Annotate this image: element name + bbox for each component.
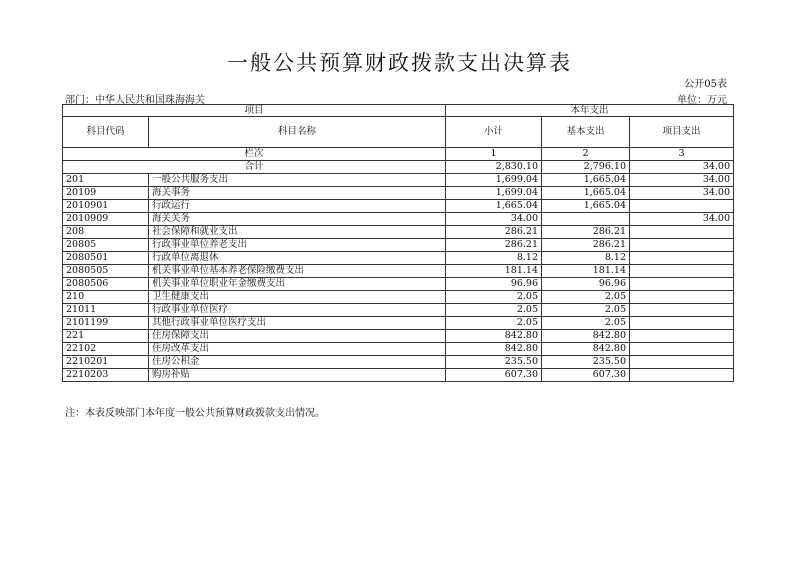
header-subtotal: 小计 xyxy=(446,117,542,148)
cell-subtotal: 286.21 xyxy=(446,226,542,239)
cell-project xyxy=(630,343,734,356)
cell-name: 海关事务 xyxy=(149,187,446,200)
cell-subtotal: 2.05 xyxy=(446,304,542,317)
cell-basic: 235.50 xyxy=(542,356,630,369)
cell-subtotal: 842.80 xyxy=(446,343,542,356)
department-label: 部门：中华人民共和国珠海海关 xyxy=(65,95,205,106)
table-row xyxy=(63,330,734,343)
cell-basic: 286.21 xyxy=(542,239,630,252)
cell-subtotal: 1,699.04 xyxy=(446,187,542,200)
table-row xyxy=(63,278,734,291)
cell-project xyxy=(630,265,734,278)
table-row xyxy=(63,200,734,213)
cell-project xyxy=(630,356,734,369)
cell-code: 201 xyxy=(63,174,149,187)
cell-code: 2210201 xyxy=(63,356,149,369)
cell-name: 行政单位离退休 xyxy=(149,252,446,265)
table-row xyxy=(63,265,734,278)
header-code: 科目代码 xyxy=(63,117,149,148)
cell-code: 2101199 xyxy=(63,317,149,330)
table-row xyxy=(63,187,734,200)
cell-basic: 842.80 xyxy=(542,343,630,356)
index-col-3: 3 xyxy=(630,148,734,161)
cell-name: 机关事业单位职业年金缴费支出 xyxy=(149,278,446,291)
cell-basic: 286.21 xyxy=(542,226,630,239)
cell-basic: 2.05 xyxy=(542,304,630,317)
cell-project: 34.00 xyxy=(630,174,734,187)
cell-name: 住房保障支出 xyxy=(149,330,446,343)
table-row xyxy=(63,174,734,187)
cell-subtotal: 842.80 xyxy=(446,330,542,343)
table-row xyxy=(63,252,734,265)
report-title: 一般公共预算财政拨款支出决算表 xyxy=(227,51,572,75)
cell-name: 住房公积金 xyxy=(149,356,446,369)
table-row xyxy=(63,343,734,356)
cell-basic: 181.14 xyxy=(542,265,630,278)
cell-subtotal: 34.00 xyxy=(446,213,542,226)
cell-name: 行政事业单位医疗 xyxy=(149,304,446,317)
cell-code: 2010901 xyxy=(63,200,149,213)
cell-subtotal: 235.50 xyxy=(446,356,542,369)
table-row xyxy=(63,356,734,369)
cell-project xyxy=(630,252,734,265)
cell-code: 210 xyxy=(63,291,149,304)
cell-project: 34.00 xyxy=(630,187,734,200)
cell-project xyxy=(630,330,734,343)
cell-project xyxy=(630,304,734,317)
cell-code: 208 xyxy=(63,226,149,239)
index-label: 栏次 xyxy=(63,148,446,161)
cell-basic: 2.05 xyxy=(542,291,630,304)
cell-code: 2080506 xyxy=(63,278,149,291)
cell-subtotal: 96.96 xyxy=(446,278,542,291)
cell-name: 海关关务 xyxy=(149,213,446,226)
total-row xyxy=(63,161,734,174)
cell-subtotal: 2.05 xyxy=(446,317,542,330)
cell-basic: 1,665.04 xyxy=(542,200,630,213)
cell-name: 一般公共服务支出 xyxy=(149,174,446,187)
cell-name: 卫生健康支出 xyxy=(149,291,446,304)
cell-name: 住房改革支出 xyxy=(149,343,446,356)
cell-project: 34.00 xyxy=(630,213,734,226)
header-column-row xyxy=(63,117,734,148)
total-subtotal: 2,830.10 xyxy=(446,161,542,174)
cell-basic: 96.96 xyxy=(542,278,630,291)
total-basic: 2,796.10 xyxy=(542,161,630,174)
cell-code: 20805 xyxy=(63,239,149,252)
cell-basic: 607.30 xyxy=(542,369,630,382)
cell-basic: 1,665.04 xyxy=(542,174,630,187)
cell-code: 221 xyxy=(63,330,149,343)
total-project: 34.00 xyxy=(630,161,734,174)
header-group-row xyxy=(63,105,734,117)
cell-name: 机关事业单位基本养老保险缴费支出 xyxy=(149,265,446,278)
index-col-2: 2 xyxy=(542,148,630,161)
table-row xyxy=(63,317,734,330)
cell-subtotal: 2.05 xyxy=(446,291,542,304)
cell-project xyxy=(630,278,734,291)
header-expense-group: 本年支出 xyxy=(446,105,734,117)
cell-code: 21011 xyxy=(63,304,149,317)
table-row xyxy=(63,239,734,252)
cell-basic: 8.12 xyxy=(542,252,630,265)
cell-project xyxy=(630,369,734,382)
cell-code: 2080501 xyxy=(63,252,149,265)
cell-name: 其他行政事业单位医疗支出 xyxy=(149,317,446,330)
index-col-1: 1 xyxy=(446,148,542,161)
header-project: 项目支出 xyxy=(630,117,734,148)
cell-project xyxy=(630,226,734,239)
unit-label: 单位：万元 xyxy=(677,95,727,106)
cell-code: 2080505 xyxy=(63,265,149,278)
cell-code: 2210203 xyxy=(63,369,149,382)
cell-name: 社会保障和就业支出 xyxy=(149,226,446,239)
cell-name: 行政事业单位养老支出 xyxy=(149,239,446,252)
table-row xyxy=(63,291,734,304)
cell-code: 20109 xyxy=(63,187,149,200)
footnote: 注：本表反映部门本年度一般公共预算财政拨款支出情况。 xyxy=(65,408,325,419)
cell-basic: 1,665.04 xyxy=(542,187,630,200)
cell-project xyxy=(630,317,734,330)
cell-subtotal: 1,665.04 xyxy=(446,200,542,213)
cell-basic: 842.80 xyxy=(542,330,630,343)
cell-name: 行政运行 xyxy=(149,200,446,213)
cell-subtotal: 8.12 xyxy=(446,252,542,265)
total-label: 合计 xyxy=(63,161,446,174)
cell-subtotal: 1,699.04 xyxy=(446,174,542,187)
cell-name: 购房补贴 xyxy=(149,369,446,382)
cell-subtotal: 607.30 xyxy=(446,369,542,382)
table-row xyxy=(63,369,734,382)
cell-project xyxy=(630,291,734,304)
cell-basic xyxy=(542,213,630,226)
cell-code: 22102 xyxy=(63,343,149,356)
header-basic: 基本支出 xyxy=(542,117,630,148)
cell-subtotal: 286.21 xyxy=(446,239,542,252)
form-number: 公开05表 xyxy=(684,79,727,90)
cell-project xyxy=(630,239,734,252)
cell-basic: 2.05 xyxy=(542,317,630,330)
table-row xyxy=(63,304,734,317)
header-item-group: 项目 xyxy=(63,105,446,117)
table-row xyxy=(63,213,734,226)
cell-code: 2010909 xyxy=(63,213,149,226)
cell-project xyxy=(630,200,734,213)
header-name: 科目名称 xyxy=(149,117,446,148)
index-row xyxy=(63,148,734,161)
table-row xyxy=(63,226,734,239)
expenditure-table xyxy=(62,104,734,382)
cell-subtotal: 181.14 xyxy=(446,265,542,278)
